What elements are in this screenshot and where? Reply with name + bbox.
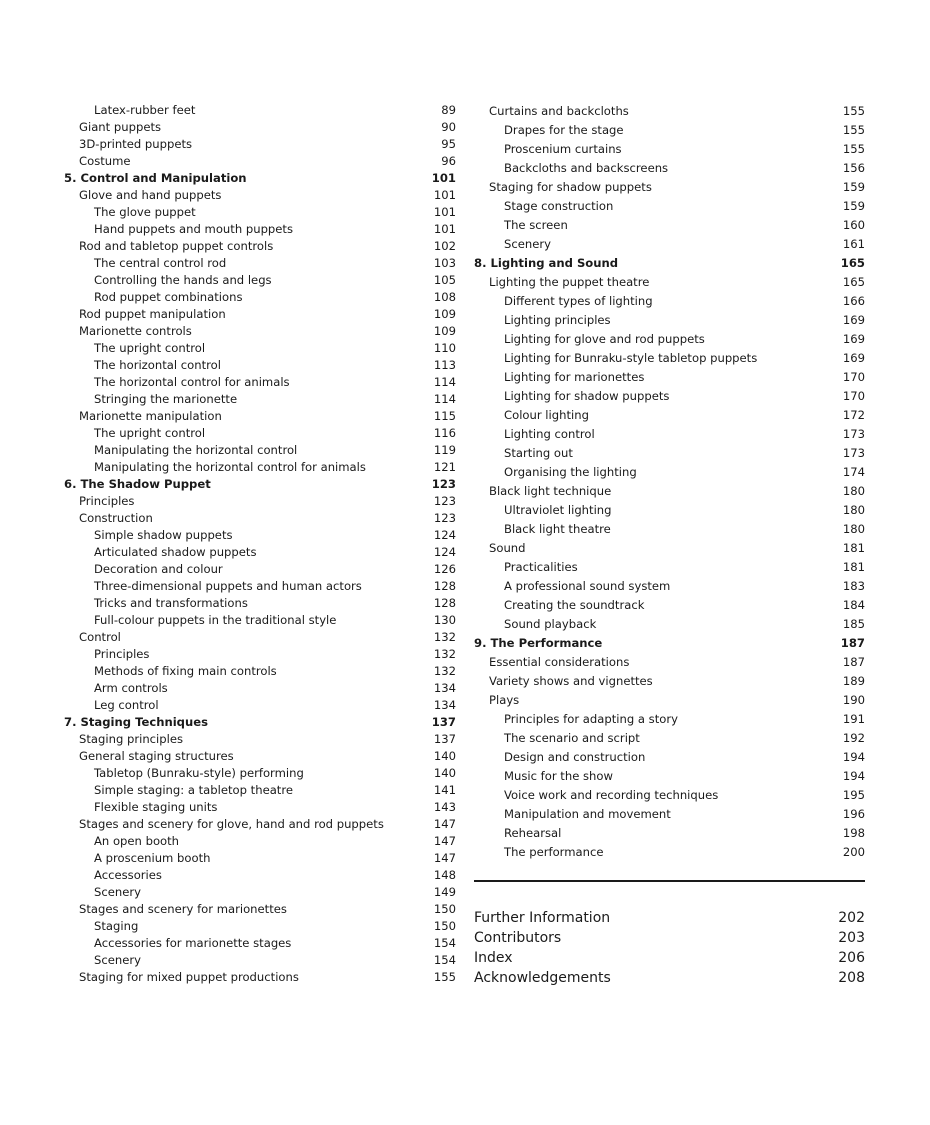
entry-title: Marionette manipulation bbox=[79, 409, 222, 423]
entry-page-number: 192 bbox=[842, 731, 865, 745]
entry-page-number: 101 bbox=[433, 222, 456, 236]
entry-title: Accessories for marionette stages bbox=[94, 936, 292, 950]
toc-entry bbox=[64, 153, 456, 170]
toc-chapter-entry bbox=[64, 170, 456, 187]
entry-title: Scenery bbox=[94, 953, 141, 967]
toc-entry bbox=[64, 765, 456, 782]
toc-entry bbox=[64, 510, 456, 527]
toc-entry bbox=[474, 558, 865, 577]
entry-title: Methods of fixing main controls bbox=[94, 664, 277, 678]
toc-entry bbox=[474, 748, 865, 767]
entry-title: Rod puppet manipulation bbox=[79, 307, 226, 321]
entry-title: Costume bbox=[79, 154, 131, 168]
entry-page-number: 121 bbox=[433, 460, 456, 474]
toc-entry bbox=[474, 520, 865, 539]
toc-entry bbox=[64, 357, 456, 374]
entry-title: Stages and scenery for marionettes bbox=[79, 902, 287, 916]
toc-back-matter-entry bbox=[474, 948, 865, 968]
toc-entry bbox=[64, 187, 456, 204]
entry-title: Giant puppets bbox=[79, 120, 162, 134]
toc-entry bbox=[474, 539, 865, 558]
entry-title: Glove and hand puppets bbox=[79, 188, 222, 202]
toc-entry bbox=[474, 121, 865, 140]
entry-title: Plays bbox=[489, 693, 520, 707]
entry-title: The upright control bbox=[94, 426, 206, 440]
entry-title: Index bbox=[474, 950, 513, 966]
toc-entry bbox=[64, 391, 456, 408]
entry-page-number: 170 bbox=[842, 389, 865, 403]
entry-page-number: 173 bbox=[842, 427, 865, 441]
toc-chapter-entry bbox=[474, 254, 865, 273]
toc-entry bbox=[64, 833, 456, 850]
entry-page-number: 96 bbox=[441, 154, 456, 168]
entry-page-number: 198 bbox=[842, 826, 865, 840]
entry-title: Marionette controls bbox=[79, 324, 192, 338]
toc-entry bbox=[474, 786, 865, 805]
entry-page-number: 132 bbox=[433, 647, 456, 661]
entry-page-number: 191 bbox=[842, 712, 865, 726]
toc-right-column bbox=[474, 102, 865, 862]
entry-page-number: 165 bbox=[842, 275, 865, 289]
entry-page-number: 159 bbox=[842, 199, 865, 213]
toc-entry bbox=[64, 850, 456, 867]
toc-entry bbox=[64, 221, 456, 238]
toc-entry bbox=[64, 612, 456, 629]
entry-title: General staging structures bbox=[79, 749, 234, 763]
entry-title: Rod puppet combinations bbox=[94, 290, 243, 304]
toc-entry bbox=[474, 805, 865, 824]
toc-entry bbox=[474, 672, 865, 691]
entry-page-number: 140 bbox=[433, 749, 456, 763]
toc-entry bbox=[474, 311, 865, 330]
entry-page-number: 101 bbox=[433, 205, 456, 219]
toc-entry bbox=[64, 255, 456, 272]
entry-title: Articulated shadow puppets bbox=[94, 545, 257, 559]
entry-title: Staging principles bbox=[79, 732, 184, 746]
toc-entry bbox=[474, 463, 865, 482]
entry-title: Starting out bbox=[504, 446, 573, 460]
toc-entry bbox=[64, 816, 456, 833]
entry-page-number: 102 bbox=[433, 239, 456, 253]
toc-entry bbox=[474, 501, 865, 520]
entry-page-number: 150 bbox=[433, 902, 456, 916]
entry-page-number: 160 bbox=[842, 218, 865, 232]
entry-page-number: 147 bbox=[433, 851, 456, 865]
entry-page-number: 155 bbox=[842, 104, 865, 118]
entry-page-number: 184 bbox=[842, 598, 865, 612]
entry-page-number: 124 bbox=[433, 545, 456, 559]
entry-page-number: 101 bbox=[431, 171, 456, 185]
entry-page-number: 141 bbox=[433, 783, 456, 797]
toc-entry bbox=[64, 544, 456, 561]
toc-entry bbox=[64, 680, 456, 697]
entry-page-number: 161 bbox=[842, 237, 865, 251]
toc-entry bbox=[64, 629, 456, 646]
toc-entry bbox=[474, 349, 865, 368]
entry-title: Rehearsal bbox=[504, 826, 562, 840]
entry-title: Leg control bbox=[94, 698, 159, 712]
entry-title: 7. Staging Techniques bbox=[64, 715, 208, 729]
toc-entry bbox=[64, 442, 456, 459]
toc-entry bbox=[474, 691, 865, 710]
toc-entry bbox=[474, 197, 865, 216]
toc-entry bbox=[64, 697, 456, 714]
entry-page-number: 128 bbox=[433, 596, 456, 610]
entry-page-number: 148 bbox=[433, 868, 456, 882]
entry-page-number: 109 bbox=[433, 324, 456, 338]
toc-entry bbox=[474, 824, 865, 843]
entry-page-number: 194 bbox=[842, 750, 865, 764]
toc-entry bbox=[474, 767, 865, 786]
entry-page-number: 109 bbox=[433, 307, 456, 321]
entry-page-number: 180 bbox=[842, 484, 865, 498]
entry-title: Staging for mixed puppet productions bbox=[79, 970, 299, 984]
toc-entry bbox=[64, 799, 456, 816]
entry-page-number: 147 bbox=[433, 834, 456, 848]
entry-title: Simple staging: a tabletop theatre bbox=[94, 783, 294, 797]
entry-page-number: 108 bbox=[433, 290, 456, 304]
toc-entry bbox=[64, 901, 456, 918]
entry-page-number: 200 bbox=[842, 845, 865, 859]
entry-page-number: 126 bbox=[433, 562, 456, 576]
entry-title: Drapes for the stage bbox=[504, 123, 624, 137]
entry-page-number: 110 bbox=[433, 341, 456, 355]
entry-page-number: 155 bbox=[842, 142, 865, 156]
toc-entry bbox=[64, 272, 456, 289]
toc-entry bbox=[64, 748, 456, 765]
toc-chapter-entry bbox=[64, 476, 456, 493]
entry-title: 5. Control and Manipulation bbox=[64, 171, 247, 185]
toc-entry bbox=[474, 102, 865, 121]
toc-entry bbox=[474, 235, 865, 254]
entry-page-number: 128 bbox=[433, 579, 456, 593]
entry-page-number: 134 bbox=[433, 681, 456, 695]
toc-entry bbox=[64, 340, 456, 357]
toc-left-column bbox=[64, 102, 456, 986]
toc-entry bbox=[474, 425, 865, 444]
entry-title: Backcloths and backscreens bbox=[504, 161, 669, 175]
entry-title: Tabletop (Bunraku-style) performing bbox=[94, 766, 304, 780]
entry-title: Music for the show bbox=[504, 769, 613, 783]
entry-title: The upright control bbox=[94, 341, 206, 355]
entry-page-number: 130 bbox=[433, 613, 456, 627]
entry-page-number: 155 bbox=[433, 970, 456, 984]
entry-page-number: 116 bbox=[433, 426, 456, 440]
entry-page-number: 103 bbox=[433, 256, 456, 270]
entry-page-number: 180 bbox=[842, 503, 865, 517]
toc-entry bbox=[474, 140, 865, 159]
entry-title: Stages and scenery for glove, hand and rod puppets bbox=[79, 817, 384, 831]
toc-entry bbox=[474, 387, 865, 406]
entry-title: Stage construction bbox=[504, 199, 614, 213]
entry-page-number: 169 bbox=[842, 313, 865, 327]
entry-page-number: 154 bbox=[433, 936, 456, 950]
entry-title: An open booth bbox=[94, 834, 180, 848]
entry-page-number: 156 bbox=[842, 161, 865, 175]
entry-page-number: 155 bbox=[842, 123, 865, 137]
entry-page-number: 159 bbox=[842, 180, 865, 194]
entry-page-number: 196 bbox=[842, 807, 865, 821]
toc-entry bbox=[64, 867, 456, 884]
entry-page-number: 183 bbox=[842, 579, 865, 593]
entry-title: The horizontal control for animals bbox=[94, 375, 290, 389]
entry-title: Principles bbox=[94, 647, 150, 661]
entry-title: Accessories bbox=[94, 868, 162, 882]
entry-title: A professional sound system bbox=[504, 579, 671, 593]
toc-back-matter-entry bbox=[474, 928, 865, 948]
entry-title: Scenery bbox=[504, 237, 551, 251]
entry-title: The central control rod bbox=[94, 256, 227, 270]
entry-page-number: 206 bbox=[838, 950, 865, 966]
toc-entry bbox=[64, 238, 456, 255]
entry-page-number: 132 bbox=[433, 664, 456, 678]
entry-page-number: 137 bbox=[431, 715, 456, 729]
toc-entry bbox=[474, 273, 865, 292]
entry-title: Acknowledgements bbox=[474, 970, 611, 986]
entry-page-number: 169 bbox=[842, 332, 865, 346]
entry-page-number: 137 bbox=[433, 732, 456, 746]
toc-entry bbox=[474, 330, 865, 349]
entry-page-number: 150 bbox=[433, 919, 456, 933]
entry-title: Sound bbox=[489, 541, 526, 555]
entry-page-number: 114 bbox=[433, 392, 456, 406]
entry-title: Manipulating the horizontal control bbox=[94, 443, 298, 457]
toc-entry bbox=[64, 374, 456, 391]
entry-page-number: 203 bbox=[838, 930, 865, 946]
entry-page-number: 173 bbox=[842, 446, 865, 460]
toc-entry bbox=[64, 289, 456, 306]
entry-title: Different types of lighting bbox=[504, 294, 653, 308]
entry-title: The horizontal control bbox=[94, 358, 221, 372]
entry-title: Arm controls bbox=[94, 681, 168, 695]
entry-page-number: 166 bbox=[842, 294, 865, 308]
entry-page-number: 181 bbox=[842, 541, 865, 555]
toc-back-matter bbox=[474, 908, 865, 988]
entry-page-number: 90 bbox=[441, 120, 456, 134]
entry-page-number: 124 bbox=[433, 528, 456, 542]
toc-entry bbox=[64, 527, 456, 544]
entry-title: Black light technique bbox=[489, 484, 612, 498]
toc-entry bbox=[64, 663, 456, 680]
entry-page-number: 165 bbox=[840, 256, 865, 270]
entry-title: Curtains and backcloths bbox=[489, 104, 629, 118]
entry-page-number: 105 bbox=[433, 273, 456, 287]
entry-page-number: 202 bbox=[838, 910, 865, 926]
entry-title: Simple shadow puppets bbox=[94, 528, 233, 542]
toc-entry bbox=[474, 178, 865, 197]
entry-page-number: 154 bbox=[433, 953, 456, 967]
entry-title: Staging for shadow puppets bbox=[489, 180, 652, 194]
entry-title: A proscenium booth bbox=[94, 851, 211, 865]
toc-entry bbox=[64, 952, 456, 969]
entry-title: Creating the soundtrack bbox=[504, 598, 645, 612]
toc-entry bbox=[474, 653, 865, 672]
toc-entry bbox=[64, 306, 456, 323]
toc-entry bbox=[64, 782, 456, 799]
entry-title: The screen bbox=[504, 218, 568, 232]
toc-entry bbox=[64, 731, 456, 748]
toc-entry bbox=[474, 406, 865, 425]
toc-entry bbox=[474, 482, 865, 501]
entry-title: Lighting control bbox=[504, 427, 595, 441]
entry-page-number: 172 bbox=[842, 408, 865, 422]
entry-title: Further Information bbox=[474, 910, 611, 926]
toc-entry bbox=[64, 918, 456, 935]
entry-page-number: 119 bbox=[433, 443, 456, 457]
toc-entry bbox=[474, 368, 865, 387]
entry-title: Contributors bbox=[474, 930, 562, 946]
entry-title: Construction bbox=[79, 511, 153, 525]
entry-title: Lighting for Bunraku-style tabletop puppets bbox=[504, 351, 758, 365]
entry-title: Black light theatre bbox=[504, 522, 611, 536]
toc-entry bbox=[64, 102, 456, 119]
toc-entry bbox=[474, 596, 865, 615]
entry-page-number: 89 bbox=[441, 103, 456, 117]
entry-title: Scenery bbox=[94, 885, 141, 899]
entry-page-number: 169 bbox=[842, 351, 865, 365]
entry-title: Full-colour puppets in the traditional style bbox=[94, 613, 337, 627]
toc-entry bbox=[64, 119, 456, 136]
toc-entry bbox=[474, 216, 865, 235]
entry-title: Voice work and recording techniques bbox=[504, 788, 719, 802]
entry-page-number: 170 bbox=[842, 370, 865, 384]
toc-entry bbox=[64, 204, 456, 221]
entry-page-number: 101 bbox=[433, 188, 456, 202]
entry-page-number: 123 bbox=[431, 477, 456, 491]
entry-page-number: 187 bbox=[842, 655, 865, 669]
entry-title: Tricks and transformations bbox=[94, 596, 248, 610]
entry-title: Practicalities bbox=[504, 560, 578, 574]
entry-title: Ultraviolet lighting bbox=[504, 503, 612, 517]
toc-back-matter-entry bbox=[474, 908, 865, 928]
entry-title: Lighting principles bbox=[504, 313, 611, 327]
entry-title: Sound playback bbox=[504, 617, 597, 631]
entry-title: Stringing the marionette bbox=[94, 392, 238, 406]
entry-page-number: 189 bbox=[842, 674, 865, 688]
toc-entry bbox=[64, 425, 456, 442]
entry-title: Proscenium curtains bbox=[504, 142, 622, 156]
toc-entry bbox=[64, 595, 456, 612]
entry-page-number: 190 bbox=[842, 693, 865, 707]
entry-page-number: 134 bbox=[433, 698, 456, 712]
toc-entry bbox=[64, 578, 456, 595]
toc-entry bbox=[64, 323, 456, 340]
toc-entry bbox=[64, 561, 456, 578]
entry-title: Manipulating the horizontal control for animals bbox=[94, 460, 366, 474]
toc-entry bbox=[64, 969, 456, 986]
toc-entry bbox=[474, 615, 865, 634]
toc-entry bbox=[474, 444, 865, 463]
entry-title: 6. The Shadow Puppet bbox=[64, 477, 211, 491]
entry-title: Latex-rubber feet bbox=[94, 103, 196, 117]
entry-page-number: 113 bbox=[433, 358, 456, 372]
entry-title: The scenario and script bbox=[504, 731, 640, 745]
toc-entry bbox=[64, 884, 456, 901]
entry-title: Manipulation and movement bbox=[504, 807, 671, 821]
entry-page-number: 174 bbox=[842, 465, 865, 479]
toc-entry bbox=[474, 577, 865, 596]
entry-title: The performance bbox=[504, 845, 604, 859]
entry-title: Organising the lighting bbox=[504, 465, 637, 479]
entry-page-number: 194 bbox=[842, 769, 865, 783]
entry-title: 3D-printed puppets bbox=[79, 137, 193, 151]
toc-entry bbox=[64, 935, 456, 952]
entry-title: Colour lighting bbox=[504, 408, 589, 422]
entry-title: Lighting for glove and rod puppets bbox=[504, 332, 705, 346]
entry-title: Hand puppets and mouth puppets bbox=[94, 222, 294, 236]
toc-entry bbox=[474, 710, 865, 729]
entry-title: Staging bbox=[94, 919, 139, 933]
entry-page-number: 147 bbox=[433, 817, 456, 831]
toc-entry bbox=[474, 729, 865, 748]
entry-page-number: 143 bbox=[433, 800, 456, 814]
toc-entry bbox=[64, 459, 456, 476]
entry-title: Essential considerations bbox=[489, 655, 630, 669]
entry-page-number: 114 bbox=[433, 375, 456, 389]
entry-page-number: 95 bbox=[441, 137, 456, 151]
entry-title: Decoration and colour bbox=[94, 562, 223, 576]
toc-entry bbox=[474, 843, 865, 862]
entry-title: Control bbox=[79, 630, 121, 644]
entry-title: Lighting for shadow puppets bbox=[504, 389, 670, 403]
toc-entry bbox=[64, 136, 456, 153]
entry-title: 8. Lighting and Sound bbox=[474, 256, 619, 270]
toc-entry bbox=[474, 159, 865, 178]
entry-title: Principles bbox=[79, 494, 135, 508]
entry-page-number: 140 bbox=[433, 766, 456, 780]
toc-entry bbox=[474, 292, 865, 311]
section-divider bbox=[474, 880, 865, 882]
entry-page-number: 208 bbox=[838, 970, 865, 986]
toc-entry bbox=[64, 646, 456, 663]
entry-title: Variety shows and vignettes bbox=[489, 674, 653, 688]
toc-chapter-entry bbox=[474, 634, 865, 653]
entry-title: Controlling the hands and legs bbox=[94, 273, 272, 287]
entry-page-number: 180 bbox=[842, 522, 865, 536]
entry-title: Three-dimensional puppets and human actors bbox=[94, 579, 362, 593]
entry-page-number: 123 bbox=[433, 494, 456, 508]
entry-page-number: 185 bbox=[842, 617, 865, 631]
toc-chapter-entry bbox=[64, 714, 456, 731]
entry-title: Flexible staging units bbox=[94, 800, 218, 814]
entry-page-number: 195 bbox=[842, 788, 865, 802]
entry-title: Lighting for marionettes bbox=[504, 370, 645, 384]
entry-title: The glove puppet bbox=[94, 205, 196, 219]
entry-title: 9. The Performance bbox=[474, 636, 603, 650]
toc-back-matter-entry bbox=[474, 968, 865, 988]
toc-entry bbox=[64, 493, 456, 510]
entry-page-number: 115 bbox=[433, 409, 456, 423]
entry-title: Design and construction bbox=[504, 750, 646, 764]
entry-page-number: 181 bbox=[842, 560, 865, 574]
entry-title: Rod and tabletop puppet controls bbox=[79, 239, 274, 253]
entry-page-number: 187 bbox=[840, 636, 865, 650]
toc-entry bbox=[64, 408, 456, 425]
entry-page-number: 132 bbox=[433, 630, 456, 644]
entry-page-number: 149 bbox=[433, 885, 456, 899]
entry-page-number: 123 bbox=[433, 511, 456, 525]
entry-title: Lighting the puppet theatre bbox=[489, 275, 650, 289]
entry-title: Principles for adapting a story bbox=[504, 712, 678, 726]
